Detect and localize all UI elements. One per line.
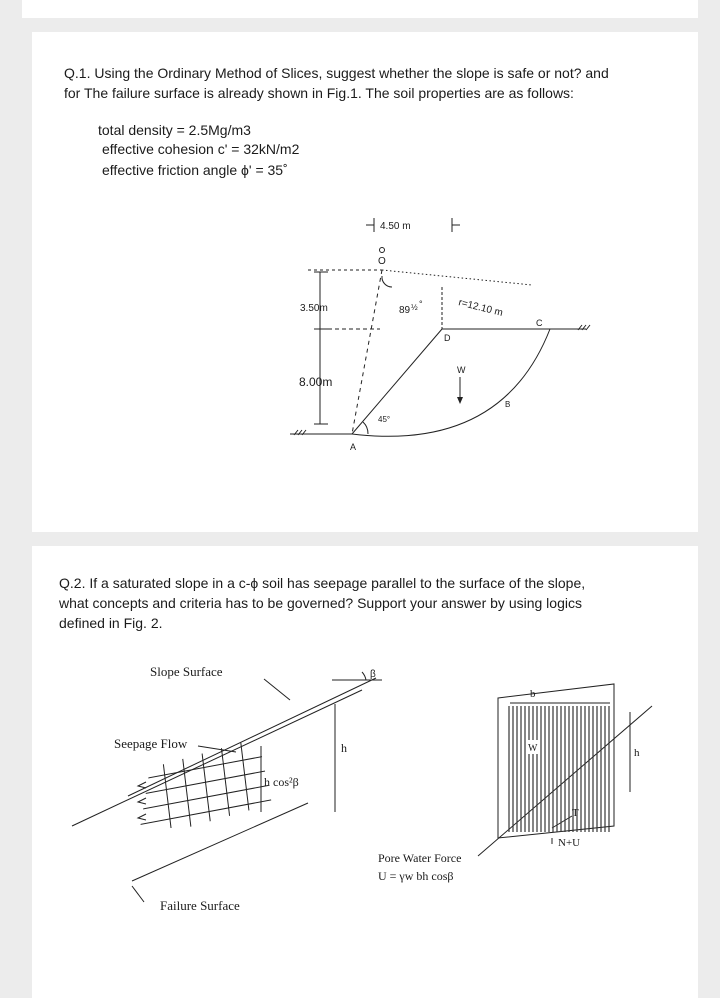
point-b-label: B — [505, 400, 511, 409]
h-right-label: h — [634, 747, 640, 759]
height-upper-label: 3.50m — [300, 303, 328, 314]
flow-arrow-1 — [138, 782, 146, 788]
q1-property-friction: effective friction angle ϕ' = 35˚ — [102, 162, 288, 178]
q1-line-1: Q.1. Using the Ordinary Method of Slices, suggest whether the slope is safe or not? and — [64, 65, 609, 81]
radius-line-to-toe — [352, 270, 382, 434]
figure-2-seepage-diagram — [32, 656, 698, 916]
seepage-flow-label: Seepage Flow — [114, 736, 188, 751]
q1-property-density: total density = 2.5Mg/m3 — [98, 122, 251, 138]
top-width-label: 4.50 m — [380, 221, 411, 232]
height-total-label: 8.00m — [299, 375, 333, 389]
pore-water-equation: U = γw bh cosβ — [378, 869, 454, 883]
b-label: b — [530, 688, 536, 700]
center-o-marker — [380, 248, 385, 253]
weight-arrow-head — [457, 397, 463, 404]
slope-label-pointer — [264, 679, 290, 700]
weight-label: W — [457, 365, 466, 375]
t-label: T — [572, 807, 579, 819]
h-label: h — [341, 741, 347, 755]
failure-label-pointer — [132, 886, 144, 902]
failure-surface-label: Failure Surface — [160, 898, 240, 913]
point-d-label: D — [444, 333, 451, 343]
flow-arrow-3 — [138, 814, 146, 820]
q2-line-1: Q.2. If a saturated slope in a c-ϕ soil has seepage parallel to the surface of the slope, — [59, 575, 586, 591]
pore-water-title: Pore Water Force — [378, 851, 462, 865]
previous-card — [22, 0, 698, 18]
failure-surface-line — [132, 803, 308, 881]
slice-hatching — [506, 706, 610, 832]
question-1-card — [32, 32, 698, 532]
angle-top-value: 89 — [399, 305, 411, 316]
beta-arc — [362, 672, 366, 680]
q2-line-3: defined in Fig. 2. — [59, 615, 163, 631]
slope-surface-line — [72, 690, 362, 826]
center-o-label: O — [378, 256, 386, 267]
beta-label: β — [370, 669, 376, 680]
q1-property-cohesion: effective cohesion c' = 32kN/m2 — [102, 141, 300, 157]
slope-face — [352, 329, 442, 434]
center-angle-arc — [382, 276, 392, 287]
q1-line-2: for The failure surface is already shown in Fig.1. The soil properties are as follows: — [64, 85, 574, 101]
point-c-label: C — [536, 318, 543, 328]
toe-angle-label: 45° — [378, 415, 391, 424]
nu-label: N+U — [558, 837, 581, 849]
weight-label-2: W — [528, 743, 538, 754]
flow-arrow-2 — [138, 798, 146, 804]
radius-line-to-c — [382, 270, 532, 285]
angle-top-fraction: ½ — [411, 303, 418, 312]
slope-surface-label: Slope Surface — [150, 664, 223, 679]
question-2-card — [32, 546, 698, 998]
radius-label: r=12.10 m — [457, 297, 504, 319]
point-a-label: A — [350, 442, 357, 452]
figure-1-slope-diagram — [32, 212, 698, 452]
angle-top-degree: ° — [419, 299, 423, 309]
q2-line-2: what concepts and criteria has to be governed? Support your answer by using logics — [59, 595, 582, 611]
toe-angle-arc — [363, 422, 368, 434]
h-cos-label: h cos²β — [264, 775, 299, 789]
